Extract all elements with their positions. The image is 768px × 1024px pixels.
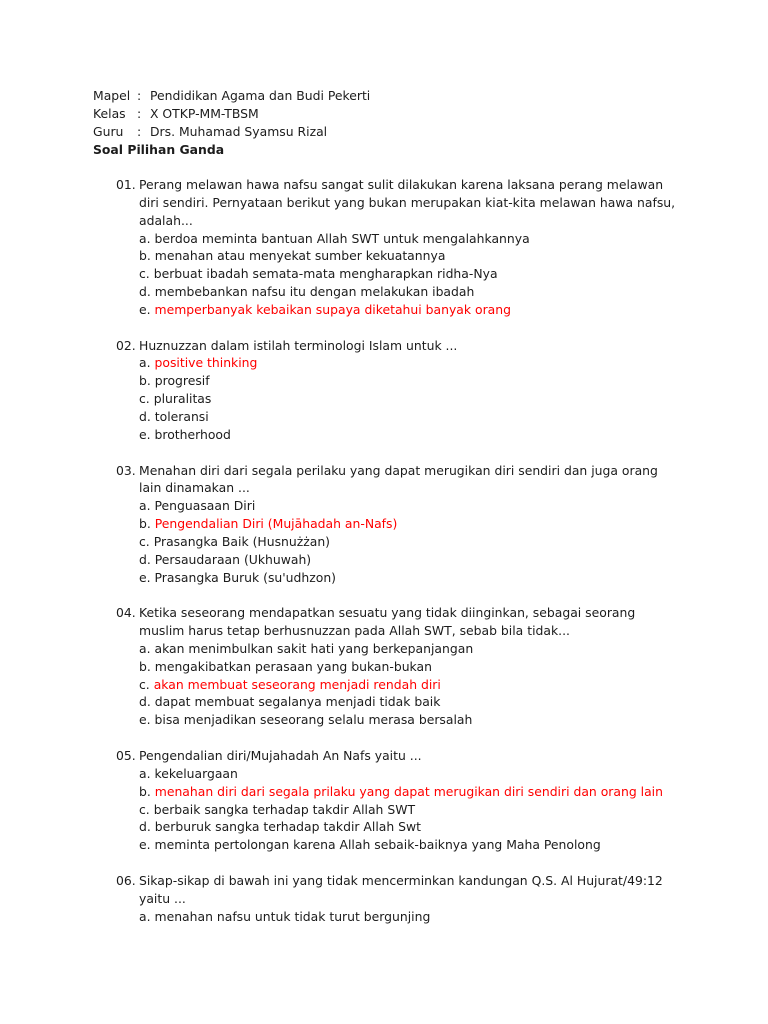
option-list	[139, 908, 676, 926]
option-letter: e.	[139, 712, 151, 728]
option-letter: c.	[139, 676, 150, 692]
option-letter: c.	[139, 801, 150, 817]
question-text: Ketika seseorang mendapatkan sesuatu yang tidak diinginkan, sebagai seorang muslim harus tetap berhusnuzzan pada Allah SWT, sebab bila tidak...	[139, 605, 636, 639]
option-list	[139, 354, 676, 443]
option-letter: a.	[139, 230, 151, 246]
option-text: bisa menjadikan seseorang selalu merasa bersalah	[154, 712, 473, 728]
option-item	[139, 230, 676, 248]
answer-option	[139, 676, 676, 694]
option-letter: a.	[139, 908, 151, 924]
option-text: pluralitas	[153, 391, 212, 407]
option-text: akan membuat seseorang menjadi rendah diri	[153, 676, 441, 692]
option-text: memperbanyak kebaikan supaya diketahui banyak orang	[154, 301, 511, 317]
option-text: akan menimbulkan sakit hati yang berkepanjangan	[154, 640, 474, 656]
question-text: Pengendalian diri/Mujahadah An Nafs yaitu ...	[139, 748, 422, 763]
question-item	[116, 176, 676, 319]
option-letter: c.	[139, 533, 150, 549]
option-text: membebankan nafsu itu dengan melakukan ibadah	[154, 284, 475, 300]
option-item	[139, 533, 676, 551]
teacher-separator: :	[137, 124, 142, 139]
option-item	[139, 265, 676, 283]
option-text: progresif	[154, 373, 210, 389]
answer-option	[139, 301, 676, 319]
option-letter: b.	[139, 373, 151, 389]
question-item	[116, 462, 676, 587]
answer-option	[139, 515, 676, 533]
option-text: menahan atau menyekat sumber kekuatannya	[154, 248, 446, 264]
option-text: Pengendalian Diri (Mujāhadah an-Nafs)	[154, 516, 398, 532]
option-item	[139, 408, 676, 426]
question-list	[116, 176, 676, 943]
option-text: Persaudaraan (Ukhuwah)	[154, 551, 312, 567]
option-letter: a.	[139, 640, 151, 656]
option-list	[139, 230, 676, 319]
option-text: mengakibatkan perasaan yang bukan-bukan	[154, 658, 432, 674]
question-stem	[116, 747, 676, 765]
option-letter: b.	[139, 248, 151, 264]
option-letter: e.	[139, 426, 151, 442]
question-text: Menahan diri dari segala perilaku yang dapat merugikan diri sendiri dan juga orang lain dinamakan ...	[139, 462, 658, 496]
question-text: Perang melawan hawa nafsu sangat sulit dilakukan karena laksana perang melawan diri sendiri. Pernyataan berikut yang bukan merupakan kiat-kita melawan hawa nafsu, adalah...	[139, 177, 676, 228]
option-item	[139, 569, 676, 587]
option-item	[139, 640, 676, 658]
option-text: berdoa meminta bantuan Allah SWT untuk mengalahkannya	[154, 230, 530, 246]
option-letter: c.	[139, 391, 150, 407]
option-letter: b.	[139, 516, 151, 532]
class-key: Kelas	[93, 106, 126, 121]
answer-option	[139, 783, 676, 801]
option-item	[139, 711, 676, 729]
option-letter: a.	[139, 355, 151, 371]
question-item	[116, 604, 676, 729]
document-header	[93, 87, 370, 159]
option-text: dapat membuat segalanya menjadi tidak baik	[154, 694, 441, 710]
option-letter: d.	[139, 551, 151, 567]
option-letter: b.	[139, 783, 151, 799]
question-number: 04.	[116, 605, 136, 621]
option-text: berbuat ibadah semata-mata mengharapkan ridha-Nya	[153, 266, 498, 282]
class-separator: :	[137, 106, 142, 121]
option-letter: a.	[139, 765, 151, 781]
option-letter: e.	[139, 569, 151, 585]
question-stem	[116, 462, 676, 498]
option-text: berbaik sangka terhadap takdir Allah SWT	[153, 801, 416, 817]
question-stem	[116, 176, 676, 230]
question-stem	[116, 604, 676, 640]
option-text: Prasangka Buruk (su'udhzon)	[154, 569, 337, 585]
section-title: Soal Pilihan Ganda	[93, 142, 225, 157]
subject-key: Mapel	[93, 88, 131, 103]
option-item	[139, 765, 676, 783]
header-row-class	[93, 105, 370, 123]
question-number: 05.	[116, 748, 136, 763]
header-row-subject	[93, 87, 370, 105]
option-item	[139, 283, 676, 301]
option-item	[139, 658, 676, 676]
subject-separator: :	[137, 88, 142, 103]
question-number: 06.	[116, 872, 136, 888]
option-list	[139, 640, 676, 729]
question-item	[116, 747, 676, 854]
answer-option	[139, 354, 676, 372]
option-item	[139, 426, 676, 444]
option-item	[139, 551, 676, 569]
option-letter: a.	[139, 498, 151, 514]
question-number: 02.	[116, 337, 136, 353]
option-text: kekeluargaan	[154, 765, 238, 781]
option-item	[139, 908, 676, 926]
option-list	[139, 765, 676, 854]
option-item	[139, 372, 676, 390]
question-number: 01.	[116, 177, 136, 192]
question-number: 03.	[116, 462, 136, 478]
option-text: menahan diri dari segala prilaku yang dapat merugikan diri sendiri dan orang lain	[154, 783, 663, 799]
option-text: positive thinking	[154, 355, 258, 371]
question-stem	[116, 337, 676, 355]
option-letter: e.	[139, 837, 151, 853]
class-value: X OTKP-MM-TBSM	[150, 106, 259, 121]
option-item	[139, 390, 676, 408]
option-item	[139, 497, 676, 515]
option-letter: c.	[139, 266, 150, 282]
option-letter: d.	[139, 284, 151, 300]
option-letter: d.	[139, 819, 151, 835]
question-text: Sikap-sikap di bawah ini yang tidak mencerminkan kandungan Q.S. Al Hujurat/49:12 yaitu ...	[139, 872, 663, 906]
teacher-value: Drs. Muhamad Syamsu Rizal	[150, 124, 328, 139]
option-item	[139, 818, 676, 836]
option-item	[139, 247, 676, 265]
option-text: Penguasaan Diri	[154, 498, 256, 514]
option-text: meminta pertolongan karena Allah sebaik-baiknya yang Maha Penolong	[154, 837, 601, 853]
option-item	[139, 693, 676, 711]
option-letter: b.	[139, 658, 151, 674]
question-text: Huznuzzan dalam istilah terminologi Islam untuk ...	[139, 337, 458, 353]
teacher-key: Guru	[93, 124, 124, 139]
question-item	[116, 337, 676, 444]
option-text: berburuk sangka terhadap takdir Allah Swt	[154, 819, 422, 835]
option-list	[139, 497, 676, 586]
option-letter: d.	[139, 408, 151, 424]
subject-value: Pendidikan Agama dan Budi Pekerti	[150, 88, 371, 103]
option-text: menahan nafsu untuk tidak turut bergunjing	[154, 908, 431, 924]
option-text: Prasangka Baik (Husnużżan)	[153, 533, 331, 549]
header-row-teacher	[93, 123, 370, 141]
option-item	[139, 836, 676, 854]
option-letter: d.	[139, 694, 151, 710]
question-item	[116, 872, 676, 926]
option-text: toleransi	[154, 408, 209, 424]
question-stem	[116, 872, 676, 908]
option-text: brotherhood	[154, 426, 231, 442]
option-item	[139, 801, 676, 819]
option-letter: e.	[139, 301, 151, 317]
